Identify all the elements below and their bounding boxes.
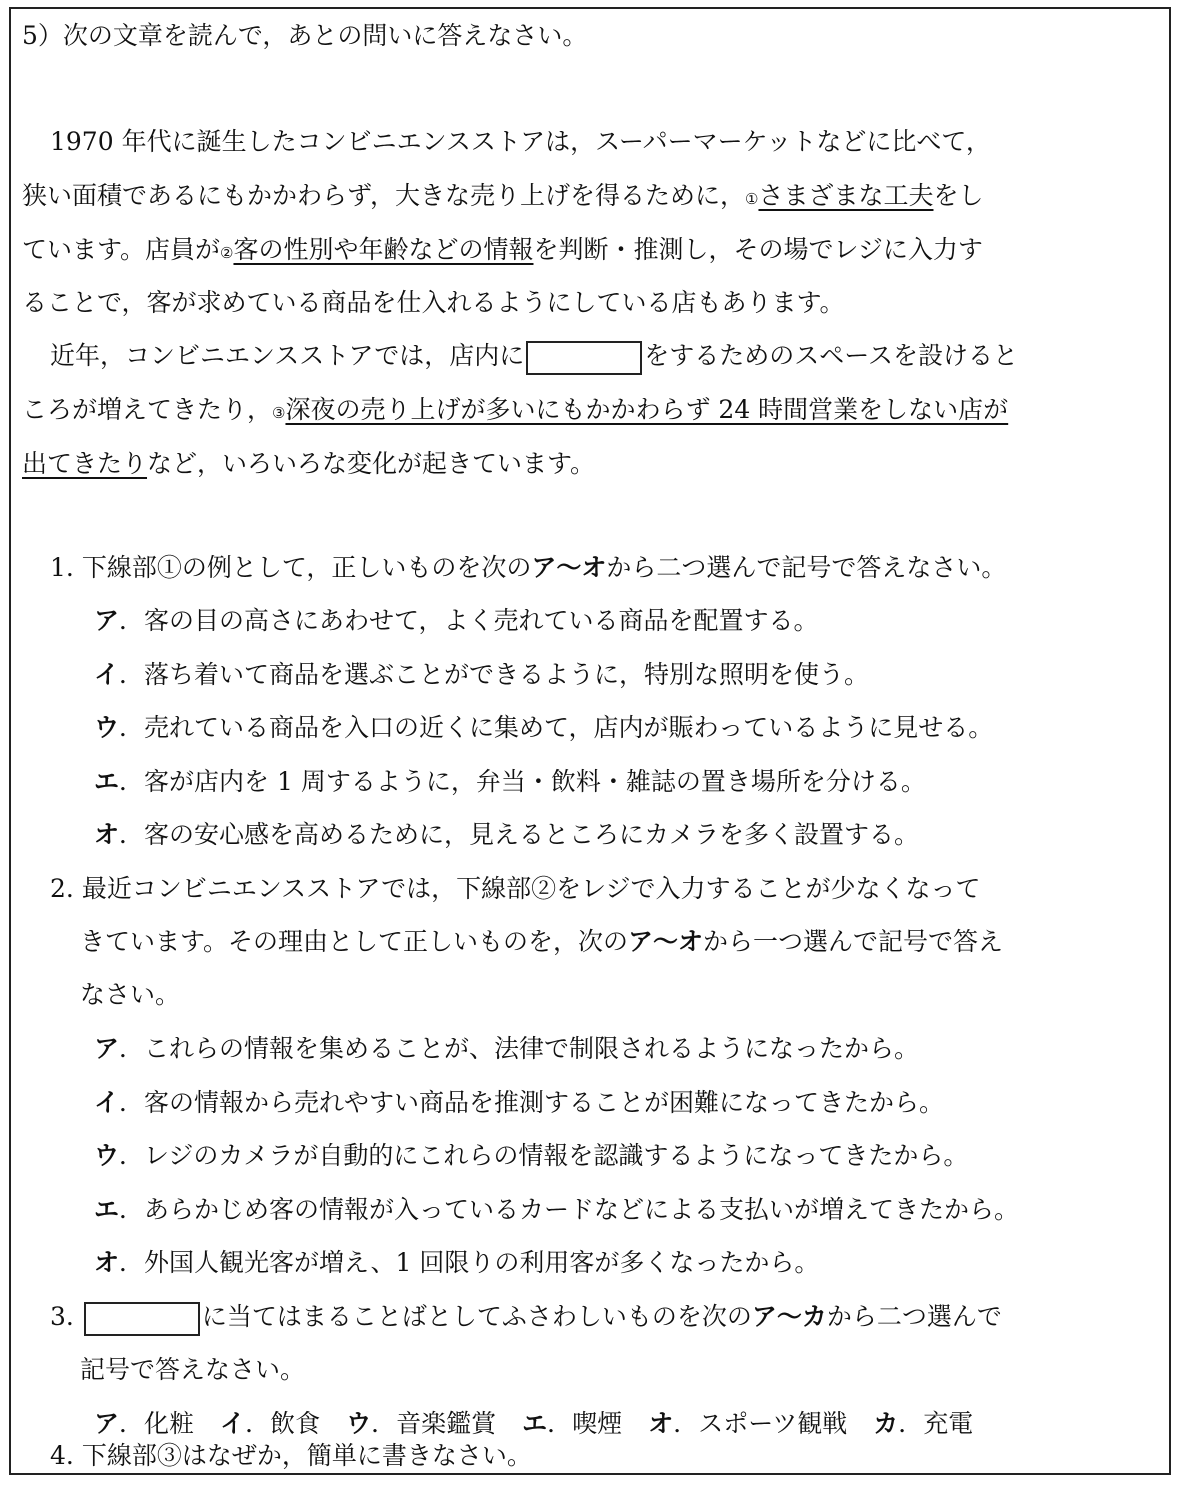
option-key: オ [94, 1248, 120, 1277]
passage-text: ころが増えてきたり， [22, 395, 273, 424]
question-2-cont [80, 924, 1003, 960]
underline-marker-1: ① [745, 190, 759, 208]
option-key: ウ [94, 1141, 120, 1170]
passage-line [22, 392, 1008, 431]
option: ア．客の目の高さにあわせて，よく売れている商品を配置する。 [94, 606, 819, 635]
question-text: 最近コンビニエンスストアでは，下線部②をレジで入力することが少なくなって [81, 874, 981, 903]
option-text: 客の目の高さにあわせて，よく売れている商品を配置する。 [144, 606, 819, 635]
option-text: 客の情報から売れやすい商品を推測することが困難になってきたから。 [144, 1088, 945, 1117]
underlined-phrase-1: さまざまな工夫 [758, 181, 934, 210]
option-text: これらの情報を集めることが、法律で制限されるようになったから。 [144, 1034, 920, 1063]
question-text: から二つ選んで [826, 1302, 1002, 1331]
option-text: 売れている商品を入口の近くに集めて，店内が賑わっているように見せる。 [144, 713, 994, 742]
option-text: 音楽鑑賞 [396, 1409, 497, 1438]
option: ア．これらの情報を集めることが、法律で制限されるようになったから。 [94, 1034, 920, 1063]
option: エ．あらかじめ客の情報が入っているカードなどによる支払いが増えてきたから。 [94, 1195, 1020, 1224]
option: オ．客の安心感を高めるために，見えるところにカメラを多く設置する。 [94, 820, 920, 849]
option-row: ア．化粧 イ．飲食 ウ．音楽鑑賞 エ．喫煙 オ．スポーツ観戦 カ．充電 [94, 1409, 974, 1438]
question-number: 2. [50, 874, 74, 903]
option: ウ．売れている商品を入口の近くに集めて，店内が賑わっているように見せる。 [94, 713, 994, 742]
question-4 [50, 1438, 532, 1474]
option: イ．落ち着いて商品を選ぶことができるように，特別な照明を使う。 [94, 660, 870, 689]
option-key: カ [873, 1409, 899, 1438]
question-text: に当てはまることばとしてふさわしいものを次の [201, 1302, 752, 1331]
question-3 [50, 1299, 1002, 1336]
underlined-phrase-3-cont: 出てきたり [22, 449, 148, 478]
option-text: 喫煙 [572, 1409, 623, 1438]
choice-range: ア～オ [531, 553, 607, 582]
question-number: 4. [50, 1441, 74, 1470]
passage-text: ています。店員が [22, 235, 221, 264]
question-2 [50, 871, 980, 907]
option-text: 化粧 [144, 1409, 195, 1438]
passage-text: 1970 年代に誕生したコンビニエンスストアは，スーパーマーケットなどに比べて， [50, 127, 991, 156]
question-text: なさい。 [80, 980, 181, 1009]
passage-text: をし [933, 181, 984, 210]
question-text: きています。その理由として正しいものを，次の [80, 927, 629, 956]
question-text: 下線部①の例として，正しいものを次の [81, 553, 532, 582]
option-text: 外国人観光客が増え、1 回限りの利用客が多くなったから。 [144, 1248, 820, 1277]
option-key: ア [94, 1409, 120, 1438]
option-text: 落ち着いて商品を選ぶことができるように，特別な照明を使う。 [144, 660, 870, 689]
question-3-cont [80, 1352, 305, 1388]
passage-line [22, 178, 984, 217]
underline-marker-2: ② [220, 244, 234, 262]
option-text: 客が店内を 1 周するように，弁当・飲料・雑誌の置き場所を分ける。 [144, 767, 926, 796]
question-text: から一つ選んで記号で答え [703, 927, 1004, 956]
option-key: オ [648, 1409, 674, 1438]
passage-line [50, 124, 991, 160]
choice-range: ア～オ [628, 927, 704, 956]
option: オ．外国人観光客が増え、1 回限りの利用客が多くなったから。 [94, 1248, 820, 1277]
underline-marker-3: ③ [272, 404, 286, 422]
underlined-phrase-2: 客の性別や年齢などの情報 [233, 235, 534, 264]
answer-blank-box [84, 1302, 200, 1336]
question-number: 3. [50, 1302, 74, 1331]
passage-text: をするためのスペースを設けると [644, 341, 1019, 370]
question-text: 下線部③はなぜか，簡単に書きなさい。 [81, 1441, 532, 1470]
question-number: 1. [50, 553, 74, 582]
answer-blank-box [526, 341, 642, 375]
question-text: 記号で答えなさい。 [80, 1355, 306, 1384]
option: イ．客の情報から売れやすい商品を推測することが困難になってきたから。 [94, 1088, 945, 1117]
question-text: から二つ選んで記号で答えなさい。 [606, 553, 1007, 582]
passage-line [22, 232, 983, 271]
passage-line [50, 338, 1018, 375]
option: ウ．レジのカメラが自動的にこれらの情報を認識するようになってきたから。 [94, 1141, 969, 1170]
option-key: イ [220, 1409, 246, 1438]
passage-line [22, 446, 595, 482]
passage-text: 狭い面積であるにもかかわらず，大きな売り上げを得るために， [22, 181, 746, 210]
option-key: エ [522, 1409, 548, 1438]
option-key: ア [94, 606, 120, 635]
question-1 [50, 550, 1006, 586]
choice-range: ア～カ [751, 1302, 827, 1331]
option-text: あらかじめ客の情報が入っているカードなどによる支払いが増えてきたから。 [144, 1195, 1020, 1224]
option-key: エ [94, 767, 120, 796]
option-key: オ [94, 820, 120, 849]
passage-text: ることで，客が求めている商品を仕入れるようにしている店もあります。 [22, 288, 845, 317]
option-text: 充電 [923, 1409, 974, 1438]
option-text: レジのカメラが自動的にこれらの情報を認識するようになってきたから。 [144, 1141, 969, 1170]
option-text: 客の安心感を高めるために，見えるところにカメラを多く設置する。 [144, 820, 920, 849]
section-heading: 5）次の文章を読んで，あとの問いに答えなさい。 [22, 21, 588, 50]
option-key: ウ [346, 1409, 372, 1438]
passage-text: を判断・推測し，その場でレジに入力す [533, 235, 983, 264]
underlined-phrase-3: 深夜の売り上げが多いにもかかわらず 24 時間営業をしない店が [285, 395, 1009, 424]
question-2-cont [80, 977, 180, 1013]
passage-text: など，いろいろな変化が起きています。 [147, 449, 596, 478]
option-key: ウ [94, 713, 120, 742]
passage-line [22, 285, 845, 321]
option-text: スポーツ観戦 [698, 1409, 848, 1438]
option-key: イ [94, 660, 120, 689]
option-key: イ [94, 1088, 120, 1117]
option: エ．客が店内を 1 周するように，弁当・飲料・雑誌の置き場所を分ける。 [94, 767, 926, 796]
option-key: エ [94, 1195, 120, 1224]
option-key: ア [94, 1034, 120, 1063]
option-text: 飲食 [270, 1409, 321, 1438]
passage-text: 近年，コンビニエンスストアでは，店内に [50, 341, 525, 370]
